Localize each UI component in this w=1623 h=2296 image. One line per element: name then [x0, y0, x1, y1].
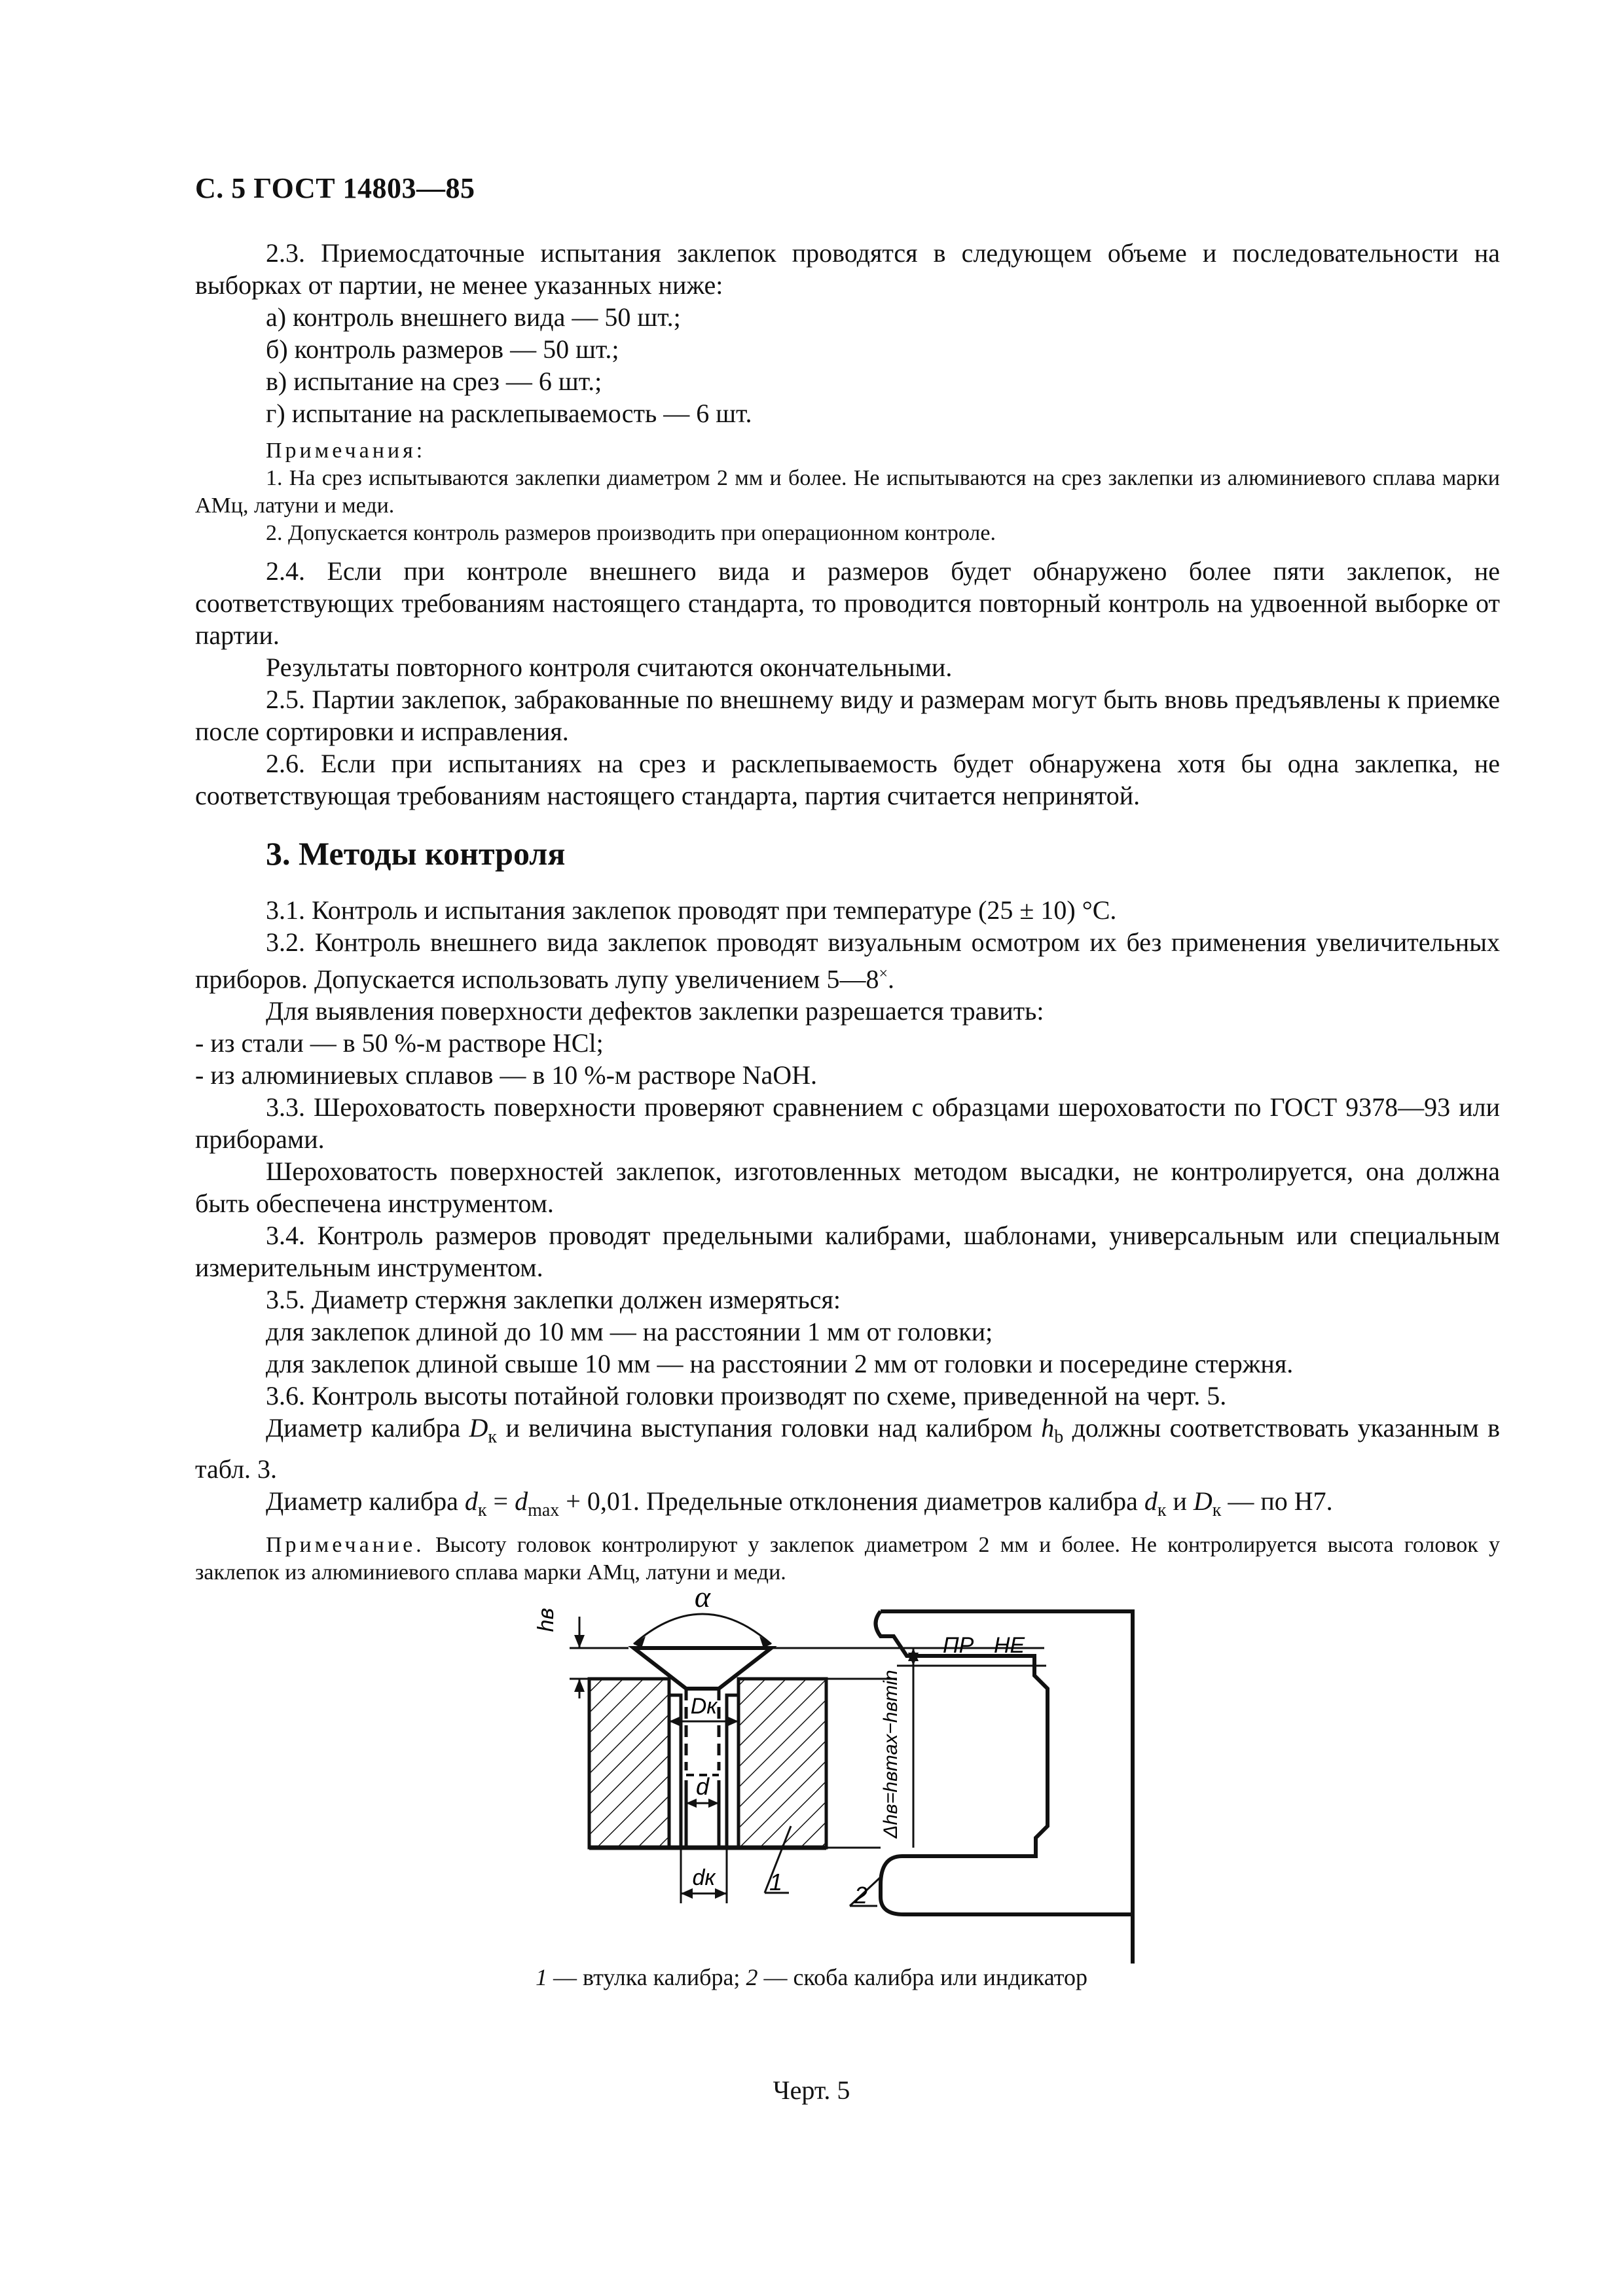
list-item-a: а) контроль внешнего вида — 50 шт.; — [266, 302, 681, 332]
list-item-b: б) контроль размеров — 50 шт.; — [266, 334, 619, 364]
paragraph-3-4: 3.4. Контроль размеров проводят предельными калибрами, шаблонами, универсальным или специальным измерительным инструментом. — [195, 1221, 1500, 1283]
paragraph-2-6: 2.6. Если при испытаниях на срез и расклепываемость будет обнаружена хотя бы одна заклепка, не соответствующая требованиям настоящего стандарта, партия считается непринятой. — [195, 749, 1500, 810]
page-header: С. 5 ГОСТ 14803—85 — [195, 172, 475, 204]
paragraph-2-4: 2.4. Если при контроле внешнего вида и размеров будет обнаружено более пяти заклепок, не соответствующих требованиям настоящего стандарта, то проводится повторный контроль на удвоенной выборке от партии. — [195, 556, 1500, 650]
figure-caption: 1 — втулка калибра; 2 — скоба калибра или индикатор — [536, 1964, 1087, 1990]
paragraph-3-2d: - из алюминиевых сплавов — в 10 %-м растворе NaOH. — [195, 1060, 817, 1090]
pr-label: ПР — [943, 1633, 974, 1658]
callout-1: 1 — [769, 1869, 783, 1895]
paragraph-3-1: 3.1. Контроль и испытания заклепок проводят при температуре (25 ± 10) °C. — [266, 895, 1117, 925]
bushing-right-section — [739, 1679, 826, 1848]
ne-label: НЕ — [994, 1633, 1025, 1658]
alpha-label: α — [694, 1580, 711, 1613]
note-1: 1. На срез испытываются заклепки диаметром 2 мм и более. Не испытываются на срез заклепки из алюминиевого сплава марки АМц, латуни и меди. — [195, 466, 1500, 518]
list-item-c: в) испытание на срез — 6 шт.; — [266, 367, 602, 396]
gauge-scoba — [881, 1611, 1133, 1964]
paragraph-3-2: 3.2. Контроль внешнего вида заклепок проводят визуальным осмотром их без применения увеличительных приборов. Допускается использовать лупу увеличением 5—8×. — [195, 927, 1500, 994]
delta-h-label: Δhв=hвmax−hвmin — [880, 1670, 902, 1839]
figure-title: Черт. 5 — [773, 2075, 850, 2105]
section-3-title: 3. Методы контроля — [266, 835, 566, 872]
paragraph-3-5c: для заклепок длиной свыше 10 мм — на расстоянии 2 мм от головки и посередине стержня. — [266, 1349, 1294, 1379]
paragraph-3-3b: Шероховатость поверхностей заклепок, изготовленных методом высадки, не контролируется, она должна быть обеспечена инструментом. — [195, 1157, 1500, 1219]
paragraph-3-6b: Диаметр калибра $D_к$ и величина выступания головки над калибром $h_b$ должны соответствовать указанным в табл. 3. — [195, 1413, 1500, 1484]
paragraph-3-5b: для заклепок длиной до 10 мм — на расстоянии 1 мм от головки; — [266, 1317, 993, 1347]
paragraph-3-3: 3.3. Шероховатость поверхности проверяют сравнением с образцами шероховатости по ГОСТ 9378—93 или приборами. — [195, 1092, 1500, 1155]
hb-label: hв — [534, 1607, 558, 1632]
note-2: 2. Допускается контроль размеров производить при операционном контроле. — [266, 521, 996, 545]
paragraph-3-6c: Диаметр калибра $d_к = d_{max} + 0,01$. Предельные отклонения диаметров калибра $d_к$ и $D_к$ — по Н7. — [266, 1486, 1333, 1521]
callout-2: 2 — [854, 1882, 868, 1909]
paragraph-3-2b: Для выявления поверхности дефектов заклепки разрешается травить: — [266, 996, 1044, 1026]
bushing-left-section — [589, 1679, 669, 1848]
paragraph-2-4b: Результаты повторного контроля считаются окончательными. — [266, 653, 953, 682]
note-3: Примечание. Высоту головок контролируют у заклепок диаметром 2 мм и более. Не контролируется высота головок у заклепок из алюминиевого сплава марки АМц, латуни и меди. — [195, 1533, 1500, 1585]
d-label: d — [695, 1773, 710, 1800]
list-item-d: г) испытание на расклепываемость — 6 шт. — [266, 399, 752, 428]
dk-upper-label: Dк — [690, 1694, 718, 1719]
paragraph-3-2c: - из стали — в 50 %-м растворе HCl; — [195, 1028, 604, 1058]
dk-lower-label: dк — [692, 1865, 716, 1890]
paragraph-3-6: 3.6. Контроль высоты потайной головки производят по схеме, приведенной на черт. 5. — [266, 1381, 1227, 1411]
paragraph-2-5: 2.5. Партии заклепок, забракованные по внешнему виду и размерам могут быть вновь предъявлены к приемке после сортировки и исправления. — [195, 685, 1500, 746]
paragraph-2-3: 2.3. Приемосдаточные испытания заклепок проводятся в следующем объеме и последовательности на выборках от партии, не менее указанных ниже: — [195, 238, 1500, 300]
notes-title: Примечания: — [266, 439, 426, 463]
paragraph-3-5: 3.5. Диаметр стержня заклепки должен измеряться: — [266, 1285, 841, 1315]
